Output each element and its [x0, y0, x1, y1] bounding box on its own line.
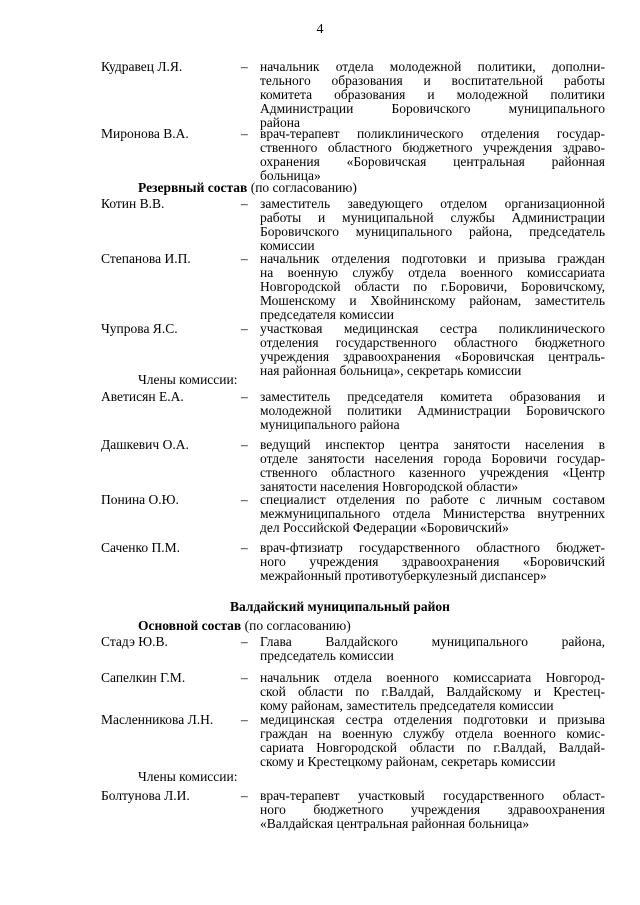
- description-line: врач-фтизиатр государственного областного бюджет-: [260, 540, 605, 555]
- description-line: комиссии: [260, 238, 315, 253]
- description-line: работы и муниципальной службы Администрации: [260, 210, 605, 225]
- member-name: Болтунова Л.И.: [101, 788, 190, 803]
- page-number: 4: [316, 22, 324, 37]
- description-line: граждан на военную службу отдела военного комис-: [260, 726, 605, 741]
- member-name: Масленникова Л.Н.: [101, 712, 214, 727]
- description-line: муниципального района: [260, 417, 400, 432]
- member-description: [260, 541, 605, 583]
- members-label: Члены комиссии:: [138, 372, 238, 387]
- member-description: [260, 60, 605, 130]
- description-line: ской области по г.Валдай, Валдайскому и Крестец-: [260, 684, 605, 699]
- member-description: [260, 635, 605, 663]
- description-line: Новгородской области по г.Боровичи, Боровичскому,: [260, 279, 605, 294]
- member-name: Саченко П.М.: [101, 540, 180, 555]
- description-line: больница»: [260, 168, 321, 183]
- member-description: [260, 789, 605, 831]
- member-description: [260, 671, 605, 713]
- description-line: «Валдайская центральная районная больница»: [260, 816, 530, 831]
- member-description: [260, 713, 605, 769]
- member-name: Миронова В.А.: [101, 126, 189, 141]
- member-name: Степанова И.П.: [101, 251, 191, 266]
- member-name: Котин В.В.: [101, 196, 165, 211]
- description-line: ного учреждения здравоохранения «Боровичский: [260, 554, 605, 569]
- description-line: начальник отдела молодежной политики, дополни-: [260, 59, 605, 74]
- dash-separator: –: [241, 321, 248, 336]
- description-line: отделе занятости населения города Боровичи государ-: [260, 451, 605, 466]
- dash-separator: –: [241, 670, 248, 685]
- dash-separator: –: [241, 437, 248, 452]
- description-line: председатель комиссии: [260, 648, 394, 663]
- description-line: охранения «Боровичская центральная районная: [260, 154, 605, 169]
- dash-separator: –: [241, 196, 248, 211]
- description-line: ного бюджетного учреждения здравоохранения: [260, 802, 605, 817]
- member-name: Понина О.Ю.: [101, 492, 179, 507]
- member-description: [260, 197, 605, 253]
- description-line: медицинская сестра отделения подготовки и призыва: [260, 712, 605, 727]
- member-description: [260, 493, 605, 535]
- member-name: Кудравец Л.Я.: [101, 59, 183, 74]
- dash-separator: –: [241, 788, 248, 803]
- description-line: межмуниципального отдела Министерства внутренних: [260, 506, 605, 521]
- description-line: врач-терапевт участковый государственного област-: [260, 788, 605, 803]
- description-line: тельного образования и воспитательной работы: [260, 73, 605, 88]
- dash-separator: –: [241, 251, 248, 266]
- description-line: специалист отделения по работе с личным составом: [260, 492, 605, 507]
- description-line: Глава Валдайского муниципального района,: [260, 634, 605, 649]
- description-line: молодежной политики Администрации Боровичского: [260, 403, 605, 418]
- dash-separator: –: [241, 59, 248, 74]
- description-line: Администрации Боровичского муниципального: [260, 101, 605, 116]
- dash-separator: –: [241, 389, 248, 404]
- description-line: ственного областного бюджетного учреждения здраво-: [260, 140, 605, 155]
- description-line: кому районам, заместитель председателя комиссии: [260, 698, 554, 713]
- member-name: Сапелкин Г.М.: [101, 670, 186, 685]
- reserve-heading-note: (по согласованию): [247, 180, 357, 195]
- member-name: Дашкевич О.А.: [101, 437, 189, 452]
- description-line: участковая медицинская сестра поликлинического: [260, 321, 605, 336]
- dash-separator: –: [241, 492, 248, 507]
- description-line: ственного областного казенного учреждения «Центр: [260, 465, 605, 480]
- description-line: Боровичского муниципального района, председатель: [260, 224, 605, 239]
- description-line: сариата Новгородской области по г.Валдай, Валдай-: [260, 740, 605, 755]
- description-line: скому и Крестецкому районам, секретарь комиссии: [260, 754, 556, 769]
- description-line: заместитель заведующего отделом организационной: [260, 196, 605, 211]
- main-heading: [138, 619, 351, 633]
- description-line: начальник отделения подготовки и призыва граждан: [260, 251, 605, 266]
- member-name: Аветисян Е.А.: [101, 389, 184, 404]
- description-line: председателя комиссии: [260, 307, 394, 322]
- main-heading-bold: Основной состав: [138, 618, 242, 633]
- description-line: Мошенскому и Хвойнинскому районам, заместитель: [260, 293, 605, 308]
- description-line: заместитель председателя комитета образования и: [260, 389, 605, 404]
- description-line: начальник отдела военного комиссариата Новгород-: [260, 670, 605, 685]
- description-line: ведущий инспектор центра занятости населения в: [260, 437, 605, 452]
- description-line: ная районная больница», секретарь комиссии: [260, 363, 522, 378]
- members-label: Члены комиссии:: [138, 769, 238, 784]
- description-line: района: [260, 115, 300, 130]
- dash-separator: –: [241, 540, 248, 555]
- dash-separator: –: [241, 126, 248, 141]
- member-name: Стадэ Ю.В.: [101, 634, 168, 649]
- main-heading-note: (по согласованию): [241, 618, 351, 633]
- member-description: [260, 438, 605, 494]
- member-description: [260, 127, 605, 183]
- district-title: Валдайский муниципальный район: [230, 599, 450, 614]
- description-line: учреждения здравоохранения «Боровичская централь-: [260, 349, 605, 364]
- description-line: отделения государственного областного бюджетного: [260, 335, 605, 350]
- description-line: занятости населения Новгородской области»: [260, 479, 519, 494]
- member-description: [260, 390, 605, 432]
- reserve-heading: [138, 181, 357, 195]
- member-description: [260, 252, 605, 322]
- description-line: на военную службу отдела военного комиссариата: [260, 265, 605, 280]
- description-line: дел Российской Федерации «Боровичский»: [260, 520, 509, 535]
- member-name: Чупрова Я.С.: [101, 321, 178, 336]
- member-description: [260, 322, 605, 378]
- description-line: комитета образования и молодежной политики: [260, 87, 605, 102]
- reserve-heading-bold: Резервный состав: [138, 180, 248, 195]
- dash-separator: –: [241, 712, 248, 727]
- description-line: врач-терапевт поликлинического отделения государ-: [260, 126, 605, 141]
- dash-separator: –: [241, 634, 248, 649]
- description-line: межрайонный противотуберкулезный диспансер»: [260, 568, 547, 583]
